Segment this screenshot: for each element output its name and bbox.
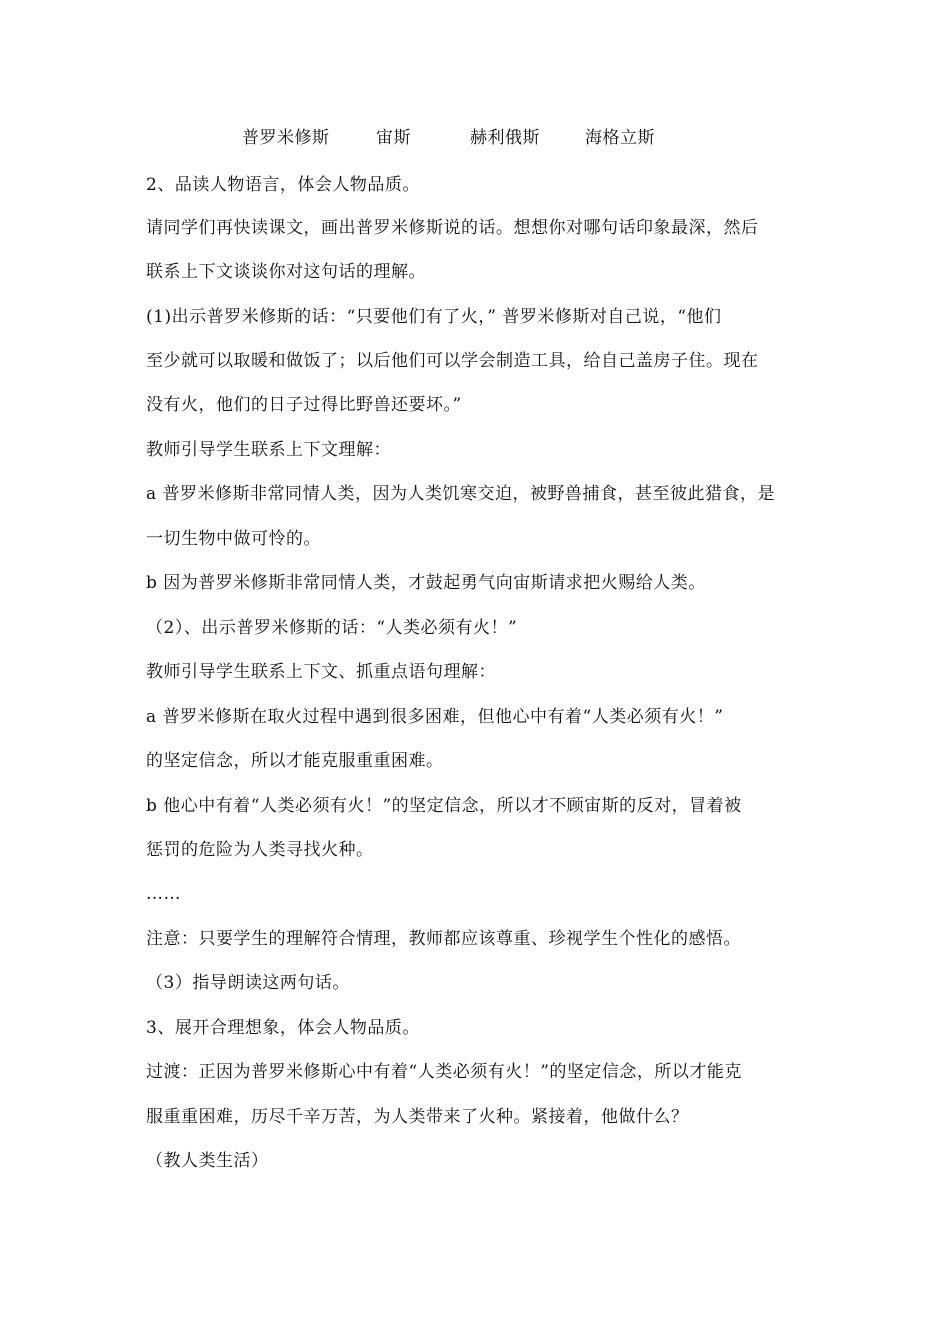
text-line: 惩罚的危险为人类寻找火种。 [146,840,374,860]
text-line: a 普罗米修斯在取火过程中遇到很多困难，但他心中有着“人类必须有火！” [146,707,724,727]
text-line: （教人类生活） [146,1151,269,1171]
character-name: 海格立斯 [585,128,655,148]
ellipsis-line: …… [146,884,181,904]
text-line: b 因为普罗米修斯非常同情人类，才鼓起勇气向宙斯请求把火赐给人类。 [146,573,706,593]
section-heading: 2、品读人物语言，体会人物品质。 [146,175,420,195]
text-line: 请同学们再快读课文，画出普罗米修斯说的话。想想你对哪句话印象最深，然后 [146,218,759,238]
character-name: 普罗米修斯 [242,128,330,148]
text-line: a 普罗米修斯非常同情人类，因为人类饥寒交迫，被野兽捕食，甚至彼此猎食，是 [146,484,776,504]
text-line: 一切生物中做可怜的。 [146,529,321,549]
text-line: 教师引导学生联系上下文理解： [146,440,391,460]
character-name: 赫利俄斯 [470,128,540,148]
text-line: （2）、出示普罗米修斯的话：“人类必须有火！” [146,618,518,638]
text-line: 没有火，他们的日子过得比野兽还要坏。” [146,395,462,415]
character-names-row [0,126,950,150]
character-name: 宙斯 [376,128,411,148]
text-line: 过渡：正因为普罗米修斯心中有着“人类必须有火！”的坚定信念，所以才能克 [146,1062,742,1082]
text-line: （3）指导朗读这两句话。 [146,973,350,993]
text-line: 注意：只要学生的理解符合情理，教师都应该尊重、珍视学生个性化的感悟。 [146,929,741,949]
text-line: 的坚定信念，所以才能克服重重困难。 [146,751,444,771]
text-line: 至少就可以取暖和做饭了；以后他们可以学会制造工具，给自己盖房子住。现在 [146,351,759,371]
text-line: b 他心中有着“人类必须有火！”的坚定信念，所以才不顾宙斯的反对，冒着被 [146,796,742,816]
section-heading: 3、展开合理想象，体会人物品质。 [146,1018,420,1038]
text-line: 教师引导学生联系上下文、抓重点语句理解： [146,662,496,682]
text-line: 联系上下文谈谈你对这句话的理解。 [146,262,426,282]
text-line: (1)出示普罗米修斯的话：“只要他们有了火，” 普罗米修斯对自己说，“他们 [146,307,722,327]
text-line: 服重重困难，历尽千辛万苦，为人类带来了火种。紧接着，他做什么？ [146,1107,689,1127]
